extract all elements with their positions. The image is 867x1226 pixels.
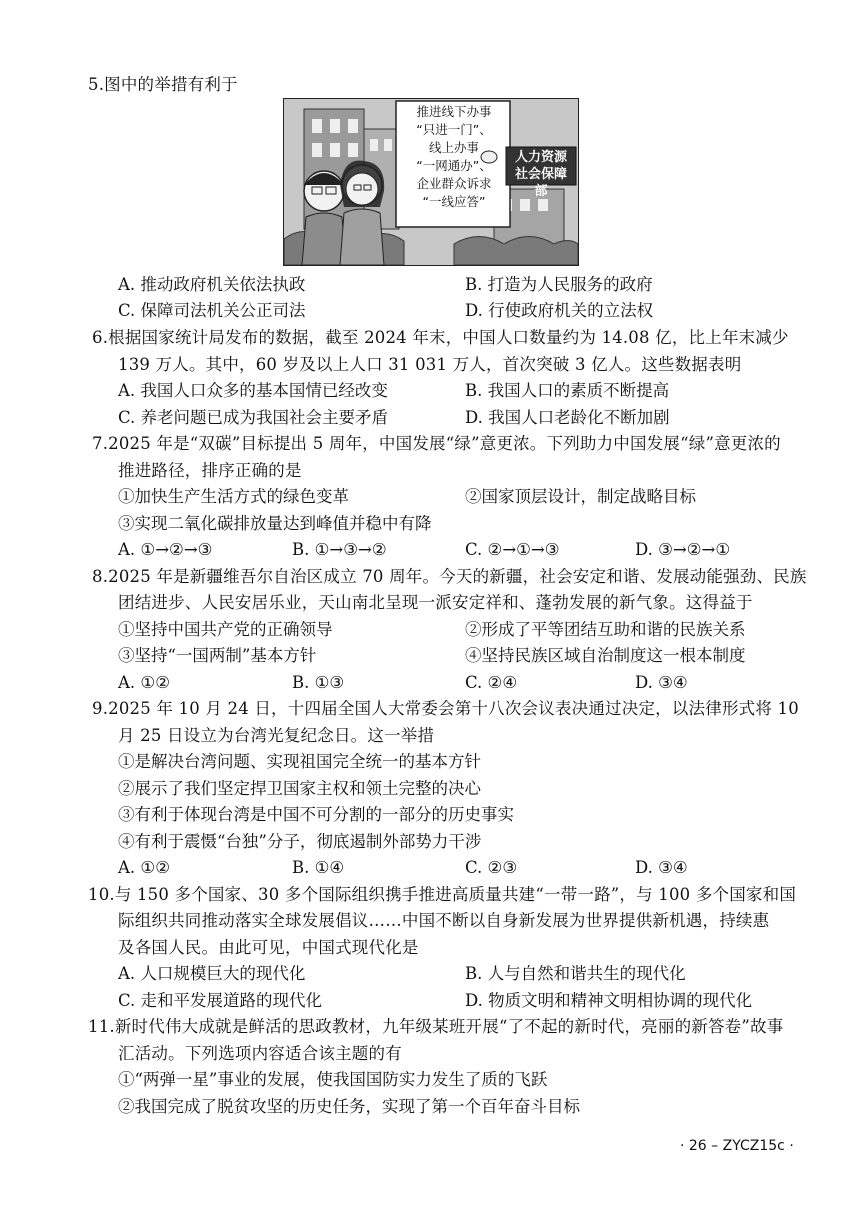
q6-stem-line: 139 万人。其中，60 岁及以上人口 31 031 万人，首次突破 3 亿人。这些数据表明: [118, 355, 742, 374]
q9-option-b: B. ①④: [292, 858, 345, 877]
q7-item-1: ①加快生产生活方式的绿色变革: [118, 487, 349, 506]
bubble-line: 推进线下办事: [416, 104, 492, 119]
q5-option-c: C. 保障司法机关公正司法: [118, 301, 306, 320]
q7-stem-line: 7.2025 年是“双碳”目标提出 5 周年，中国发展“绿”意更浓。下列助力中国发展“绿”意更浓的: [92, 434, 781, 453]
q6-option-a: A. 我国人口众多的基本国情已经改变: [118, 381, 388, 400]
cartoon-sign-text: [509, 149, 573, 200]
q9-item-4: ④有利于震慑“台独”分子，彻底遏制外部势力干涉: [118, 832, 482, 851]
q7-option-a: A. ①→②→③: [118, 540, 213, 559]
q8-item-4: ④坚持民族区域自治制度这一根本制度: [465, 646, 746, 665]
q6-stem-line: 6.根据国家统计局发布的数据，截至 2024 年末，中国人口数量约为 14.08 亿，比上年末减少: [92, 328, 789, 347]
q10-stem-line: 际组织共同推动落实全球发展倡议……中国不断以自身新发展为世界提供新机遇，持续惠: [118, 911, 770, 930]
q11-stem-line: 汇活动。下列选项内容适合该主题的有: [118, 1044, 402, 1063]
q10-option-b: B. 人与自然和谐共生的现代化: [465, 964, 686, 983]
q10-stem-line: 10.与 150 多个国家、30 多个国际组织携手推进高质量共建“一带一路”，与 100 多个国家和国: [88, 885, 797, 904]
q5-cartoon-figure: [283, 98, 579, 266]
sign-line: 社会保障部: [514, 167, 567, 199]
q7-option-d: D. ③→②→①: [635, 540, 731, 559]
q9-option-d: D. ③④: [635, 858, 688, 877]
q5-option-a: A. 推动政府机关依法执政: [118, 275, 306, 294]
q8-option-a: A. ①②: [118, 673, 170, 692]
bubble-line: “一线应答”: [422, 194, 486, 209]
q7-item-3: ③实现二氧化碳排放量达到峰值并稳中有降: [118, 514, 432, 533]
q7-item-2: ②国家顶层设计，制定战略目标: [465, 487, 696, 506]
q6-option-b: B. 我国人口的素质不断提高: [465, 381, 670, 400]
q10-stem-line: 及各国人民。由此可见，中国式现代化是: [118, 938, 419, 957]
sign-line: 人力资源: [514, 150, 567, 165]
q9-item-3: ③有利于体现台湾是中国不可分割的一部分的历史事实: [118, 805, 514, 824]
q6-option-d: D. 我国人口老龄化不断加剧: [465, 408, 670, 427]
q10-option-c: C. 走和平发展道路的现代化: [118, 991, 323, 1010]
bubble-line: 线上办事: [428, 140, 479, 155]
q11-item-1: ①“两弹一星”事业的发展，使我国国防实力发生了质的飞跃: [118, 1070, 548, 1089]
bubble-line: “只进一门”、: [416, 122, 492, 137]
cartoon-speech-text: [400, 103, 508, 211]
q10-option-d: D. 物质文明和精神文明相协调的现代化: [465, 991, 753, 1010]
q8-item-2: ②形成了平等团结互助和谐的民族关系: [465, 620, 746, 639]
q9-item-1: ①是解决台湾问题、实现祖国完全统一的基本方针: [118, 752, 481, 771]
q8-item-3: ③坚持“一国两制”基本方针: [118, 646, 317, 665]
q6-option-c: C. 养老问题已成为我国社会主要矛盾: [118, 408, 389, 427]
bubble-line: 企业群众诉求: [416, 176, 492, 191]
bubble-line: “一网通办”、: [416, 158, 492, 173]
q11-item-2: ②我国完成了脱贫攻坚的历史任务，实现了第一个百年奋斗目标: [118, 1097, 580, 1116]
q9-option-c: C. ②③: [465, 858, 518, 877]
q7-stem-line: 推进路径，排序正确的是: [118, 461, 302, 480]
q8-stem-line: 团结进步、人民安居乐业，天山南北呈现一派安定祥和、蓬勃发展的新气象。这得益于: [118, 593, 753, 612]
q5-stem: 5.图中的举措有利于: [88, 75, 238, 94]
q8-item-1: ①坚持中国共产党的正确领导: [118, 620, 333, 639]
q8-option-b: B. ①③: [292, 673, 345, 692]
page-footer-code: · 26 – ZYCZ15c ·: [680, 1138, 794, 1154]
q8-option-d: D. ③④: [635, 673, 688, 692]
q8-stem-line: 8.2025 年是新疆维吾尔自治区成立 70 周年。今天的新疆，社会安定和谐、发展动能强劲、民族: [92, 567, 807, 586]
q11-stem-line: 11.新时代伟大成就是鲜活的思政教材，九年级某班开展“了不起的新时代，亮丽的新答卷”故事: [88, 1017, 784, 1036]
q5-option-b: B. 打造为人民服务的政府: [465, 275, 653, 294]
q9-option-a: A. ①②: [118, 858, 170, 877]
q9-stem-line: 9.2025 年 10 月 24 日，十四届全国人大常委会第十八次会议表决通过决定，以法律形式将 10: [92, 699, 799, 718]
q9-stem-line: 月 25 日设立为台湾光复纪念日。这一举措: [118, 726, 435, 745]
q8-option-c: C. ②④: [465, 673, 518, 692]
q7-option-c: C. ②→①→③: [465, 540, 560, 559]
q5-option-d: D. 行使政府机关的立法权: [465, 301, 654, 320]
q7-option-b: B. ①→③→②: [292, 540, 387, 559]
q9-item-2: ②展示了我们坚定捍卫国家主权和领土完整的决心: [118, 779, 481, 798]
q10-option-a: A. 人口规模巨大的现代化: [118, 964, 306, 983]
